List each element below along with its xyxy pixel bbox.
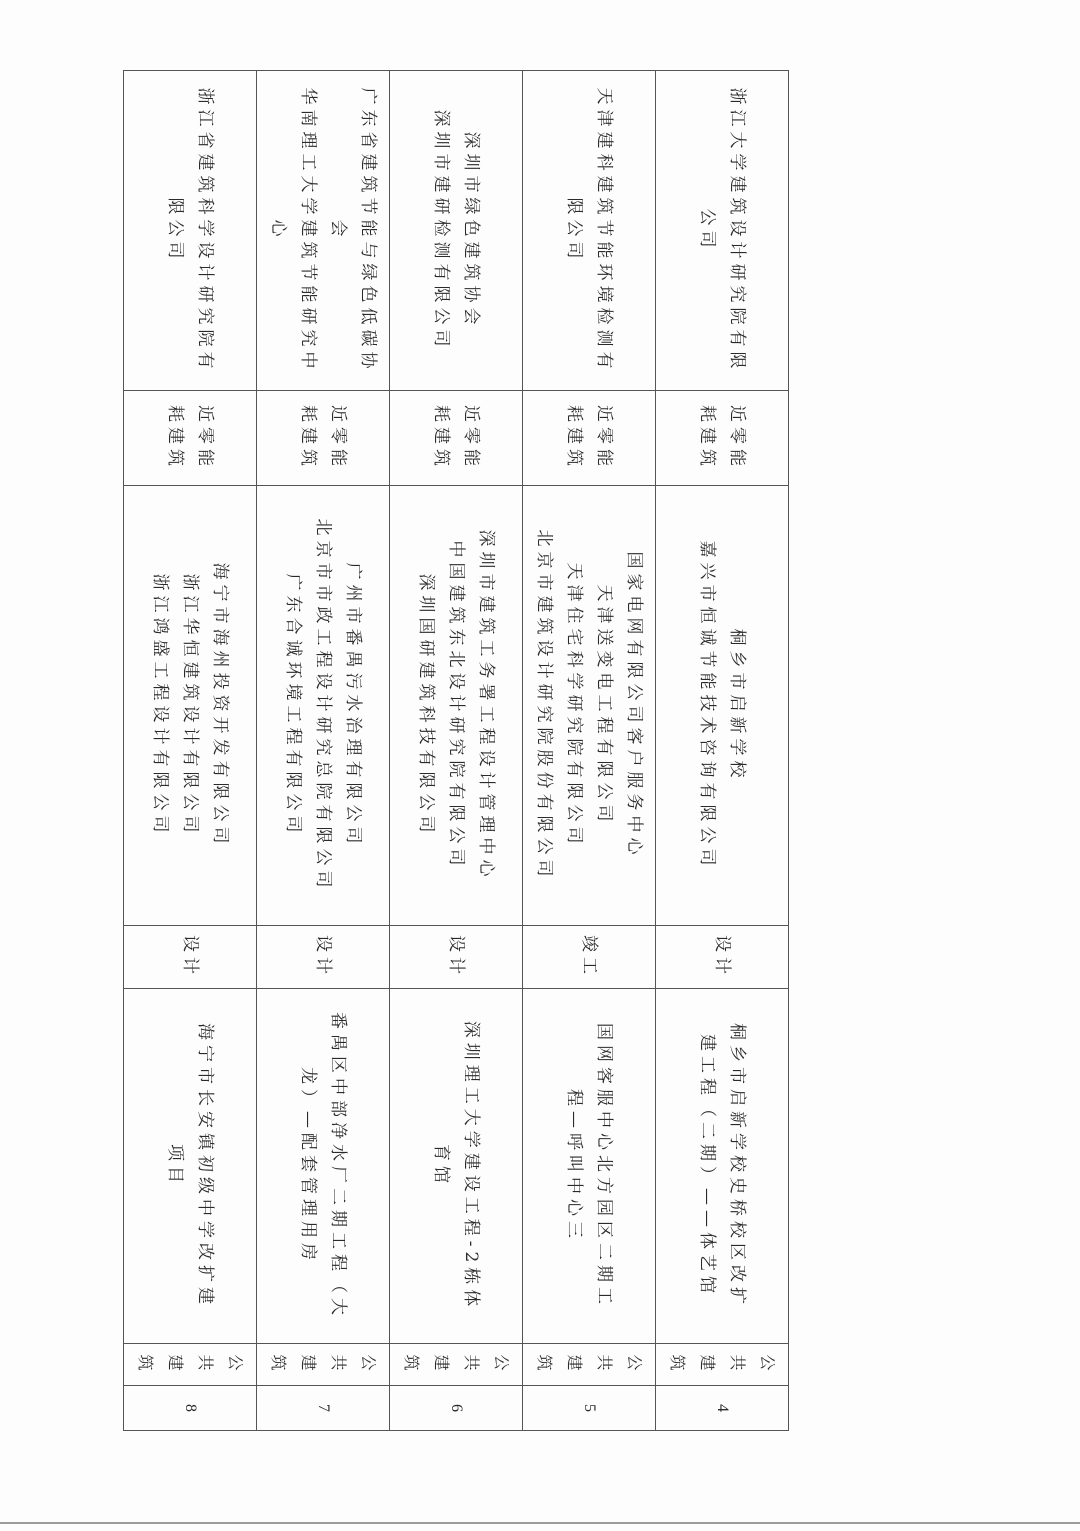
cell-participating-orgs-line: 广州市番禺污水治理有限公司 <box>343 562 363 849</box>
cell-energy-level <box>656 391 789 486</box>
cell-building-type <box>124 1344 257 1386</box>
cell-participating-orgs-line: 北京市市政工程设计研究总院有限公司 <box>313 518 333 893</box>
cell-energy-level-line: 耗建筑 <box>165 405 185 471</box>
table-row <box>257 71 390 1431</box>
cell-materials-prep-org-line: 心 <box>268 219 288 242</box>
cell-materials-prep-org-line: 广东省建筑节能与绿色低碳协 <box>358 87 378 374</box>
cell-project-name <box>656 989 789 1344</box>
cell-materials-prep-org-line: 公司 <box>697 208 717 253</box>
cell-energy-level <box>390 391 523 486</box>
cell-participating-orgs-line: 国家电网有限公司客户服务中心 <box>624 551 644 860</box>
cell-energy-level-line: 近零能 <box>727 405 747 471</box>
rotated-table-frame <box>136 70 789 1430</box>
cell-project-name-line: 番禺区中部净水厂二期工程（大 <box>328 1012 348 1320</box>
cell-project-name-line: 海宁市长安镇初级中学改扩建 <box>195 1023 215 1309</box>
cell-project-stage: 竣工 <box>523 926 656 989</box>
cell-project-stage: 设计 <box>390 926 523 989</box>
cell-project-name <box>124 989 257 1344</box>
cell-participating-orgs-line: 广东合诚环境工程有限公司 <box>283 573 303 838</box>
table-row <box>523 71 656 1431</box>
cell-materials-prep-org-line: 限公司 <box>165 197 185 264</box>
cell-materials-prep-org <box>390 71 523 391</box>
cell-building-type-line: 公共 <box>329 1354 378 1375</box>
cell-project-stage: 设计 <box>257 926 390 989</box>
cell-materials-prep-org-line: 浙江大学建筑设计研究院有限 <box>727 87 747 374</box>
cell-project-name-line: 深圳理工大学建设工程-2栋体 <box>461 1020 481 1312</box>
cell-participating-orgs-line: 桐乡市启新学校 <box>727 628 747 783</box>
cell-row-number: 8 <box>124 1386 257 1431</box>
cell-project-name-line: 龙）—配套管理用房 <box>298 1067 318 1265</box>
cell-project-stage: 设计 <box>656 926 789 989</box>
cell-row-number: 7 <box>257 1386 390 1431</box>
cell-row-number: 5 <box>523 1386 656 1431</box>
cell-participating-orgs-line: 深圳市建筑工务署工程设计管理中心 <box>476 529 496 882</box>
cell-project-name <box>257 989 390 1344</box>
cell-building-type-line: 公共 <box>728 1354 777 1375</box>
cell-building-type <box>257 1344 390 1386</box>
cell-energy-level-line: 耗建筑 <box>564 405 584 471</box>
cell-participating-orgs <box>390 486 523 926</box>
cell-participating-orgs-line: 天津住宅科学研究院有限公司 <box>564 562 584 849</box>
cell-building-type-line: 公共 <box>462 1354 511 1375</box>
cell-row-number: 6 <box>390 1386 523 1431</box>
cell-building-type-line: 建筑 <box>136 1354 185 1375</box>
cell-participating-orgs-line: 北京市建筑设计研究院股份有限公司 <box>534 529 554 882</box>
cell-participating-orgs-line: 浙江华恒建筑设计有限公司 <box>180 573 200 838</box>
table-row <box>124 71 257 1431</box>
table-row <box>390 71 523 1431</box>
cell-energy-level-line: 近零能 <box>461 405 481 471</box>
cell-energy-level-line: 近零能 <box>195 405 215 471</box>
cell-materials-prep-org-line: 深圳市建研检测有限公司 <box>431 109 451 352</box>
cell-participating-orgs <box>257 486 390 926</box>
cell-building-type <box>523 1344 656 1386</box>
cell-materials-prep-org <box>523 71 656 391</box>
cell-materials-prep-org-line: 深圳市绿色建筑协会 <box>461 131 481 330</box>
cell-building-type <box>390 1344 523 1386</box>
cell-participating-orgs <box>523 486 656 926</box>
cell-project-name-line: 育馆 <box>431 1144 451 1188</box>
cell-materials-prep-org <box>124 71 257 391</box>
cell-project-name <box>523 989 656 1344</box>
cell-materials-prep-org-line: 限公司 <box>564 197 584 264</box>
cell-participating-orgs-line: 浙江鸿盛工程设计有限公司 <box>150 573 170 838</box>
cell-participating-orgs-line: 天津送变电工程有限公司 <box>594 584 614 827</box>
cell-project-name-line: 国网客服中心北方园区二期工 <box>594 1023 614 1309</box>
table-row <box>656 71 789 1431</box>
cell-project-name-line: 建工程（二期）——体艺馆 <box>697 1034 717 1298</box>
cell-participating-orgs-line: 深圳国研建筑科技有限公司 <box>416 573 436 838</box>
cell-energy-level <box>124 391 257 486</box>
cell-materials-prep-org <box>257 71 390 391</box>
cell-energy-level <box>257 391 390 486</box>
cell-building-type <box>656 1344 789 1386</box>
cell-project-name-line: 桐乡市启新学校史桥校区改扩 <box>727 1023 747 1309</box>
cell-participating-orgs-line: 嘉兴市恒诚节能技术咨询有限公司 <box>697 540 717 871</box>
cell-materials-prep-org-line: 浙江省建筑科学设计研究院有 <box>195 87 215 374</box>
cell-building-type-line: 公共 <box>196 1354 245 1375</box>
cell-participating-orgs-line: 中国建筑东北设计研究院有限公司 <box>446 540 466 871</box>
cell-project-name-line: 项目 <box>165 1144 185 1188</box>
cell-building-type-line: 建筑 <box>535 1354 584 1375</box>
page-bottom-rule <box>0 1522 1080 1524</box>
cell-building-type-line: 建筑 <box>402 1354 451 1375</box>
cell-energy-level-line: 近零能 <box>328 405 348 471</box>
cell-project-name <box>390 989 523 1344</box>
cell-building-type-line: 建筑 <box>269 1354 318 1375</box>
table-body <box>124 71 789 1431</box>
cell-participating-orgs <box>124 486 257 926</box>
cell-energy-level-line: 耗建筑 <box>431 405 451 471</box>
cell-energy-level-line: 耗建筑 <box>298 405 318 471</box>
cell-building-type-line: 公共 <box>595 1354 644 1375</box>
cell-project-name-line: 程—呼叫中心三 <box>564 1089 584 1243</box>
cell-building-type-line: 建筑 <box>668 1354 717 1375</box>
cell-participating-orgs <box>656 486 789 926</box>
cell-materials-prep-org <box>656 71 789 391</box>
cell-energy-level <box>523 391 656 486</box>
cell-materials-prep-org-line: 华南理工大学建筑节能研究中 <box>298 87 318 374</box>
cell-energy-level-line: 耗建筑 <box>697 405 717 471</box>
cell-row-number: 4 <box>656 1386 789 1431</box>
cell-energy-level-line: 近零能 <box>594 405 614 471</box>
cell-project-stage: 设计 <box>124 926 257 989</box>
cell-materials-prep-org-line: 天津建科建筑节能环境检测有 <box>594 87 614 374</box>
cell-participating-orgs-line: 海宁市海州投资开发有限公司 <box>210 562 230 849</box>
cell-materials-prep-org-line: 会 <box>328 219 348 242</box>
project-table <box>123 70 789 1431</box>
